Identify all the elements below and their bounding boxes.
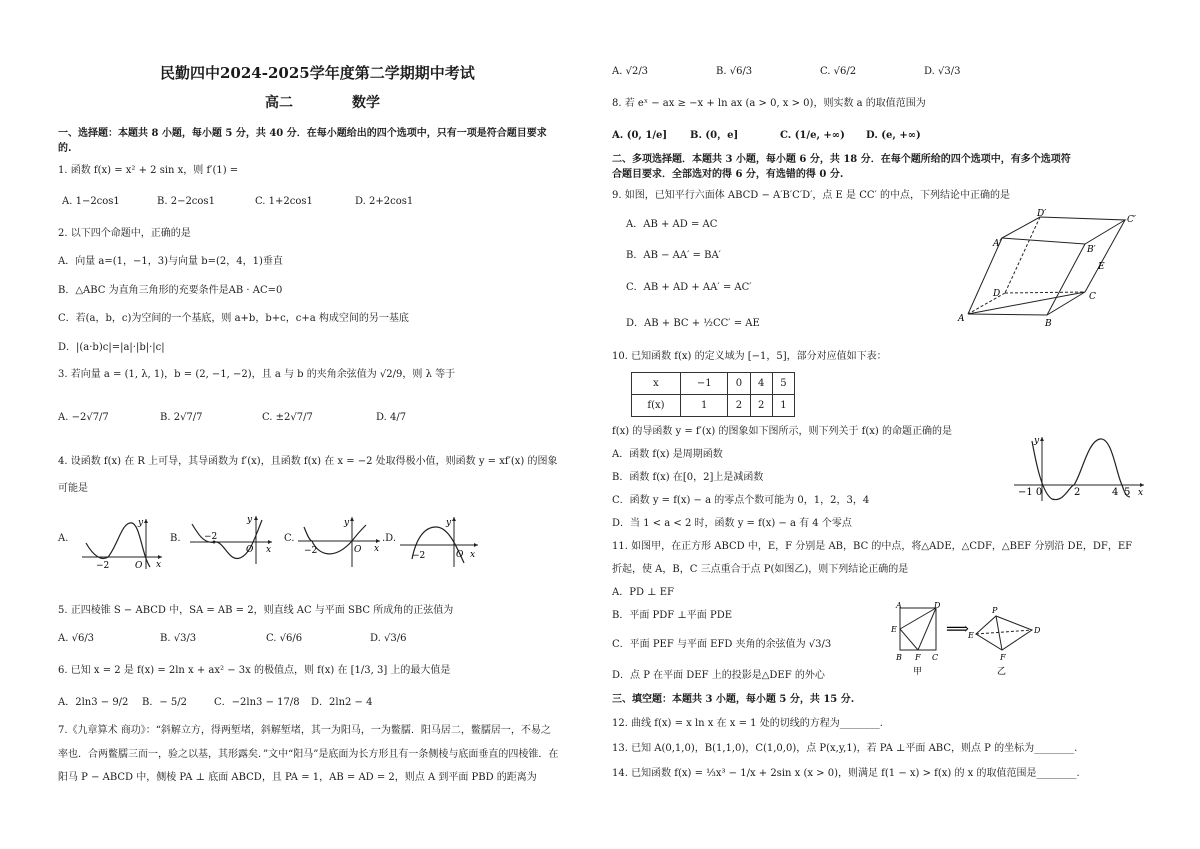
q11-fig-e2: E: [968, 631, 974, 640]
section-1-heading-cont: 的.: [58, 143, 72, 154]
q9-label-e: E: [1098, 262, 1105, 272]
table-cell: 1: [772, 395, 794, 417]
q4a-x: x: [156, 560, 162, 570]
q1-option-b: B. 2−2cos1: [157, 196, 215, 207]
table-cell: 1: [681, 395, 728, 417]
q9-option-a: A．AB + AD = AC: [626, 219, 718, 230]
q4-graph-c: [296, 515, 386, 570]
table-cell: 2: [728, 395, 750, 417]
q11-fig-d2: D: [1034, 626, 1041, 635]
q12-stem: 12. 曲线 f(x) = x ln x 在 x = 1 处的切线的方程为________.: [612, 718, 883, 729]
section-1-heading: 一、选择题：本题共 8 小题，每小题 5 分，共 40 分．在每小题给出的四个选项中，只有一项是符合题目要求: [58, 128, 547, 139]
q8-option-b: B. (0，e]: [690, 130, 739, 141]
q14-stem: 14. 已知函数 f(x) = ⅓x³ − 1/x + 2sin x (x > 0)，则满足 f(1 − x) > f(x) 的 x 的取值范围是________.: [612, 768, 1080, 779]
q11-fig-arrow: ⟹: [946, 619, 969, 638]
q1-option-a: A. 1−2cos1: [62, 196, 120, 207]
q4-label-b: B.: [170, 533, 181, 544]
q5-option-b: B. √3/3: [160, 633, 197, 644]
q4-graph-d: [398, 515, 483, 570]
q4a-o: O: [135, 561, 143, 570]
q9-label-d: D: [993, 289, 1001, 299]
q4c-neg2: −2: [304, 546, 318, 556]
q2-option-a: A．向量 a=(1，−1，3)与向量 b=(2，4，1)垂直: [58, 256, 283, 267]
q5-option-a: A. √6/3: [58, 633, 95, 644]
q6-stem: 6. 已知 x = 2 是 f(x) = 2ln x + ax² − 3x 的极值点，则 f(x) 在 [1/3, 3] 上的最大值是: [58, 665, 451, 676]
q4b-o: O: [246, 545, 254, 555]
q6-option-c: C．−2ln3 − 17/8: [214, 697, 300, 708]
q4-stem-cont: 可能是: [58, 483, 88, 494]
q11-folding-figure: [888, 600, 1058, 680]
q10-header-fx: f(x): [632, 395, 681, 417]
q11-option-a: A．PD ⊥ EF: [612, 587, 674, 598]
q4c-o: O: [354, 545, 362, 555]
q4b-y: y: [247, 515, 253, 525]
q10-option-d: D．当 1 < a < 2 时，函数 y = f(x) − a 有 4 个零点: [612, 518, 852, 529]
q10-stem: 10. 已知函数 f(x) 的定义域为 [−1，5]，部分对应值如下表：: [612, 351, 887, 362]
exam-title: 民勤四中2024-2025学年度第二学期期中考试: [160, 64, 475, 82]
q5-stem: 5. 正四棱锥 S − ABCD 中，SA = AB = 2，则直线 AC 与平面 SBC 所成角的正弦值为: [58, 605, 454, 616]
q7-stem-cont2: 阳马 P − ABCD 中，侧棱 PA ⊥ 底面 ABCD，且 PA = 1，AB = AD = 2，则点 A 到平面 PBD 的距离为: [58, 772, 537, 783]
table-cell: 0: [728, 373, 750, 395]
q13-stem: 13. 已知 A(0,1,0)，B(1,1,0)，C(1,0,0)，点 P(x,y,1)，若 PA ⊥平面 ABC，则点 P 的坐标为________.: [612, 743, 1078, 754]
q10-value-table: [631, 372, 795, 417]
q3-stem: 3. 若向量 a = (1, λ, 1)，b = (2, −1, −2)，且 a 与 b 的夹角余弦值为 √2/9，则 λ 等于: [58, 369, 456, 380]
section-3-heading: 三、填空题：本题共 3 小题，每小题 5 分，共 15 分.: [612, 694, 855, 705]
q9-label-b1: B′: [1087, 245, 1096, 255]
q8-option-d: D. (e, +∞): [866, 130, 921, 141]
q4a-y: y: [138, 518, 144, 528]
q7-option-b: B. √6/3: [716, 66, 753, 77]
q3-option-a: A. −2√7/7: [58, 412, 109, 423]
q1-stem: 1. 函数 f(x) = x² + 2 sin x，则 f′(1) =: [58, 165, 239, 176]
table-cell: −1: [681, 373, 728, 395]
table-cell: 4: [750, 373, 772, 395]
q11-stem: 11. 如图甲，在正方形 ABCD 中，E，F 分别是 AB，BC 的中点，将△ADE，△CDF，△BEF 分别沿 DE，DF，EF: [612, 541, 1133, 552]
q9-label-b: B: [1045, 319, 1052, 329]
q4c-x: x: [374, 544, 380, 554]
q10-option-a: A．函数 f(x) 是周期函数: [612, 449, 723, 460]
q8-stem: 8. 若 eˣ − ax ≥ −x + ln ax (a > 0, x > 0)，则实数 a 的取值范围为: [612, 98, 926, 109]
grade-label: 高二: [265, 95, 293, 111]
q11-option-b: B．平面 PDF ⊥平面 PDE: [612, 610, 733, 621]
q2-stem: 2. 以下四个命题中，正确的是: [58, 228, 191, 239]
q1-option-c: C. 1+2cos1: [255, 196, 313, 207]
q7-option-a: A. √2/3: [612, 66, 649, 77]
q10-description: f(x) 的导函数 y = f′(x) 的图象如下图所示，则下列关于 f(x) 的命题正确的是: [612, 426, 952, 437]
q10-graph-y: y: [1034, 436, 1040, 446]
q2-option-d: D．|(a·b)c|=|a|·|b|·|c|: [58, 342, 165, 353]
q10-graph-tick-2: 2: [1074, 487, 1081, 498]
q9-label-c1: C′: [1127, 215, 1136, 225]
q9-stem: 9. 如图，已知平行六面体 ABCD − A′B′C′D′，点 E 是 CC′ 的中点，下列结论中正确的是: [612, 190, 1010, 201]
q4-label-c: C.: [284, 533, 295, 544]
q4-label-a: A.: [58, 533, 69, 544]
q11-option-c: C．平面 PEF 与平面 EFD 夹角的余弦值为 √3/3: [612, 639, 832, 650]
q6-option-d: D．2ln2 − 4: [311, 697, 373, 708]
q2-option-c: C．若(a，b，c)为空间的一个基底，则 a+b，b+c，c+a 构成空间的另一基底: [58, 313, 409, 324]
q7-option-d: D. √3/3: [924, 66, 961, 77]
q11-fig-yi: 乙: [997, 667, 1007, 677]
q6-option-a: A．2ln3 − 9/2: [58, 697, 129, 708]
q10-graph-tick-4: 4: [1112, 487, 1119, 498]
q11-fig-d: D: [934, 601, 941, 610]
q4-label-d: .D.: [382, 533, 397, 544]
subject-label: 数学: [352, 95, 380, 111]
q10-derivative-graph: [1012, 433, 1152, 503]
q10-graph-x: x: [1138, 488, 1144, 498]
q4c-y: y: [344, 518, 350, 528]
q10-header-x: x: [632, 373, 681, 395]
section-2-heading-cont: 合题目要求．全部选对的得 6 分，有选错的得 0 分.: [612, 169, 844, 180]
q6-option-b: B．− 5/2: [142, 697, 187, 708]
q9-option-d: D．AB + BC + ½CC′ = AE: [626, 318, 760, 329]
q11-fig-jia: 甲: [913, 667, 923, 677]
q4d-o: O: [456, 550, 464, 560]
q4b-x: x: [266, 545, 272, 555]
q11-stem-cont: 折起，使 A，B，C 三点重合于点 P(如图乙)，则下列结论正确的是: [612, 564, 909, 575]
q11-option-d: D．点 P 在平面 DEF 上的投影是△DEF 的外心: [612, 670, 825, 681]
q4d-y: y: [446, 518, 452, 528]
q1-option-d: D. 2+2cos1: [355, 196, 414, 207]
q4a-neg2: −2: [96, 561, 110, 570]
q9-parallelepiped-figure: [955, 208, 1145, 330]
q9-label-d1: D′: [1037, 209, 1047, 219]
q10-graph-tick-5: 5: [1124, 487, 1131, 498]
q9-option-b: B．AB − AA′ = BA′: [626, 250, 721, 261]
q3-option-b: B. 2√7/7: [160, 412, 203, 423]
q5-option-c: C. √6/6: [266, 633, 303, 644]
q11-fig-a: A: [896, 601, 902, 610]
q8-option-a: A. (0, 1/e]: [612, 130, 668, 141]
q9-label-a1: A′: [993, 239, 1002, 249]
table-cell: 2: [750, 395, 772, 417]
q4-stem: 4. 设函数 f(x) 在 R 上可导，其导函数为 f′(x)，且函数 f(x) 在 x = −2 处取得极小值，则函数 y = xf′(x) 的图象: [58, 456, 558, 467]
q2-option-b: B．△ABC 为直角三角形的充要条件是AB · AC=0: [58, 285, 283, 296]
q7-stem: 7.《九章算术 商功》：“斜解立方，得两堑堵，斜解堑堵，其一为阳马，一为鳖臑．阳马居二，鳖臑居一，不易之: [58, 725, 551, 736]
q11-fig-p: P: [992, 606, 998, 615]
q9-label-a: A: [958, 314, 965, 324]
q7-stem-cont: 率也．合两鳖臑三而一，验之以基，其形露矣．”文中“阳马”是底面为长方形且有一条侧棱与底面垂直的四棱锥．在: [58, 749, 559, 760]
q10-graph-ticks: −1 0: [1018, 487, 1043, 498]
q9-label-c: C: [1089, 292, 1096, 302]
table-cell: 5: [772, 373, 794, 395]
q9-option-c: C．AB + AD + AA′ = AC′: [626, 282, 752, 293]
q10-option-c: C．函数 y = f(x) − a 的零点个数可能为 0，1，2，3，4: [612, 495, 870, 506]
q4-graph-b: [188, 512, 276, 567]
q11-fig-e: E: [891, 625, 897, 634]
q4b-neg2: −2: [204, 532, 218, 542]
q11-fig-c: C: [932, 653, 939, 662]
q10-option-b: B．函数 f(x) 在[0，2]上是减函数: [612, 472, 764, 483]
q11-fig-b: B: [896, 653, 902, 662]
q4d-neg2: −2: [412, 551, 426, 561]
q4-graph-a: [80, 515, 168, 570]
q5-option-d: D. √3/6: [370, 633, 407, 644]
q11-fig-f2: F: [1000, 653, 1006, 662]
section-2-heading: 二、多项选择题．本题共 3 小题，每小题 6 分，共 18 分．在每个题所给的四个选项中，有多个选项符: [612, 154, 1071, 165]
q4d-x: x: [470, 550, 476, 560]
q8-option-c: C. (1/e, +∞): [780, 130, 845, 141]
q3-option-d: D. 4/7: [376, 412, 407, 423]
q3-option-c: C. ±2√7/7: [262, 412, 313, 423]
q11-fig-f: F: [915, 653, 921, 662]
q7-option-c: C. √6/2: [820, 66, 857, 77]
